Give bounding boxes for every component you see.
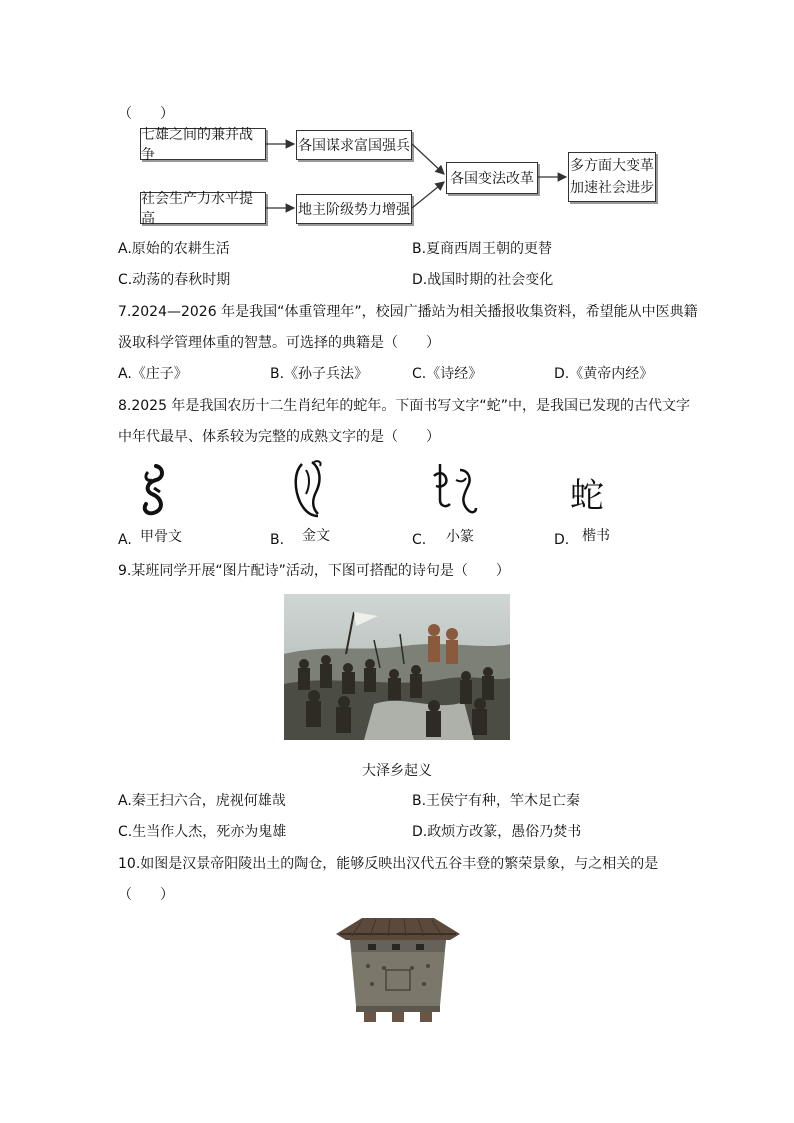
small-seal-snake-glyph [430, 460, 478, 518]
q7-option-a[interactable]: A.《庄子》 [118, 366, 188, 382]
q9-line1: 9.某班同学开展“图片配诗”活动，下图可搭配的诗句是（ ） [118, 563, 510, 579]
q8-option-c-letter[interactable]: C. [412, 532, 427, 548]
q9-option-b[interactable]: B.王侯宁有种，竿木足亡秦 [412, 793, 581, 809]
flow-box-progress-line1: 多方面大变革 [570, 158, 654, 174]
q7-option-c[interactable]: C.《诗经》 [412, 366, 483, 382]
q8-option-a-caption: 甲骨文 [140, 529, 182, 545]
flow-arrows [0, 0, 794, 260]
flow-box-strong-state: 各国谋求富国强兵 [296, 130, 412, 160]
dazexiang-uprising-painting [284, 594, 510, 740]
q8-option-b-caption: 金文 [302, 528, 330, 544]
q7-option-b[interactable]: B.《孙子兵法》 [270, 366, 369, 382]
q8-line1: 8.2025 年是我国农历十二生肖纪年的蛇年。下面书写文字“蛇”中，是我国已发现的古代文字 [118, 398, 690, 414]
q7-line2: 汲取科学管理体重的智慧。可选择的典籍是（ ） [118, 335, 440, 351]
q10-bracket: （ ） [118, 887, 174, 903]
q8-line2: 中年代最早、体系较为完整的成熟文字的是（ ） [118, 429, 440, 445]
flow-box-progress-line2: 加速社会进步 [570, 180, 654, 196]
q6-option-a[interactable]: A.原始的农耕生活 [118, 241, 230, 257]
q8-option-b-letter[interactable]: B. [270, 532, 285, 548]
pottery-granary-image [332, 912, 464, 1024]
flow-box-wars: 七雄之间的兼并战争 [140, 128, 266, 160]
q6-bracket: （ ） [118, 106, 174, 122]
q7-option-d[interactable]: D.《黄帝内经》 [554, 366, 654, 382]
q8-option-c-caption: 小篆 [446, 529, 474, 545]
q9-option-a[interactable]: A.秦王扫六合，虎视何雄哉 [118, 793, 286, 809]
regular-script-snake-glyph: 蛇 [570, 476, 604, 516]
flow-box-landlords: 地主阶级势力增强 [296, 194, 412, 224]
arrow-3 [412, 144, 444, 174]
q6-option-b[interactable]: B.夏商西周王朝的更替 [412, 241, 553, 257]
bronze-inscription-snake-glyph [288, 458, 332, 520]
q8-option-d-letter[interactable]: D. [554, 532, 570, 548]
q8-option-d-caption: 楷书 [582, 528, 610, 544]
q9-option-d[interactable]: D.政烦方改篆，愚俗乃焚书 [412, 824, 582, 840]
flow-box-productivity: 社会生产力水平提高 [140, 192, 266, 224]
q6-option-c[interactable]: C.动荡的春秋时期 [118, 272, 231, 288]
q8-option-a-letter[interactable]: A. [118, 532, 132, 548]
oracle-bone-snake-glyph [134, 462, 174, 522]
q9-image-caption: 大泽乡起义 [362, 763, 432, 779]
arrow-4 [412, 182, 444, 208]
q9-option-c[interactable]: C.生当作人杰，死亦为鬼雄 [118, 824, 287, 840]
q7-line1: 7.2024—2026 年是我国“体重管理年”，校园广播站为相关播报收集资料，希望能从中医典籍 [118, 304, 698, 320]
q6-option-d[interactable]: D.战国时期的社会变化 [412, 272, 554, 288]
q10-line1: 10.如图是汉景帝阳陵出土的陶仓，能够反映出汉代五谷丰登的繁荣景象，与之相关的是 [118, 856, 659, 872]
flow-box-reforms: 各国变法改革 [446, 162, 538, 194]
